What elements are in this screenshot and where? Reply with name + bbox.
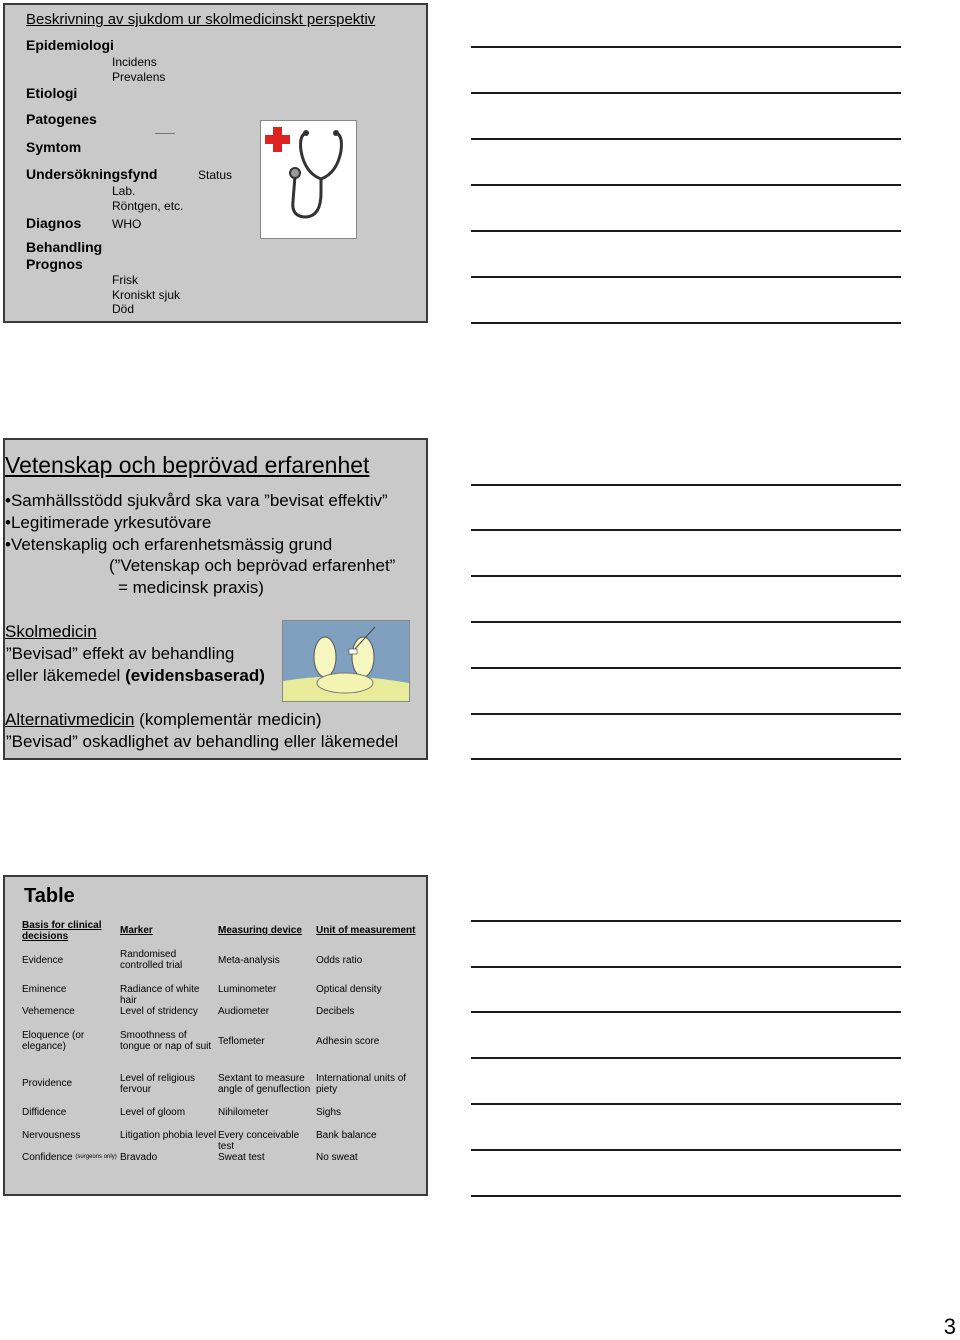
note-line [471,1011,901,1013]
note-line [471,966,901,968]
label-lab: Lab. [112,184,136,198]
table-header: Basis for clinical decisions [22,920,102,942]
table-cell: Luminometer [218,984,277,995]
slide-title: Vetenskap och beprövad erfarenhet [5,452,370,478]
table-cell: Evidence [22,955,64,966]
table-header: Measuring device [218,925,302,936]
table-cell: Level of stridency [120,1006,198,1017]
label-undersokningsfynd: Undersökningsfynd [26,166,158,182]
note-line [471,713,901,715]
table-cell: Vehemence [22,1006,75,1017]
label-patogenes: Patogenes [26,111,97,127]
note-line [471,322,901,324]
note-line [471,1195,901,1197]
confidence-note: (surgeons only) [75,1154,117,1160]
table-cell: Providence [22,1078,73,1089]
paren-line-1: (”Vetenskap och beprövad erfarenhet” [109,556,396,575]
table-cell: Eloquence (or elegance) [22,1030,85,1052]
skolmedicin-line-1: ”Bevisad” effekt av behandling [6,644,235,663]
table-cell: Bank balance [316,1130,377,1141]
note-line [471,92,901,94]
table-cell: Every conceivable test [218,1130,300,1152]
note-line [471,575,901,577]
stethoscope-icon [261,121,356,238]
table-cell: Audiometer [218,1006,270,1017]
table-cell: Sighs [316,1107,342,1118]
page-number: 3 [943,1314,956,1339]
note-line [471,1057,901,1059]
label-dod: Död [112,302,135,316]
label-rontgen: Röntgen, etc. [112,199,184,213]
table-header: Marker [120,925,153,936]
table-cell: Confidence $^{(surgeons only)}$ [22,1152,117,1163]
skolmedicin-line-2: eller läkemedel (evidensbaserad) [6,666,265,685]
bullet-item: •Vetenskaplig och erfarenhetsmässig grund [5,535,333,554]
table-cell: International units of piety [316,1073,407,1095]
table-cell: Litigation phobia level [120,1130,217,1141]
table-cell: Teflometer [218,1036,265,1047]
note-line [471,667,901,669]
label-prevalens: Prevalens [112,70,166,84]
label-behandling: Behandling [26,239,103,255]
note-line [471,920,901,922]
label-epidemiologi: Epidemiologi [26,37,114,53]
note-line [471,138,901,140]
note-line [471,529,901,531]
slide-disease-description [3,3,428,323]
table-cell: Sextant to measure angle of genuflection [218,1073,311,1095]
table-cell: Meta-analysis [218,955,280,966]
paren-line-2: = medicinsk praxis) [118,578,264,597]
table-cell: Sweat test [218,1152,265,1163]
label-incidens: Incidens [112,55,157,69]
table-cell: Smoothness of tongue or nap of suit [120,1030,212,1052]
note-line [471,46,901,48]
table-cell: Level of gloom [120,1107,186,1118]
note-line [471,484,901,486]
table-cell: Radiance of white hair [120,984,200,1006]
bullet-item: •Samhällsstödd sjukvård ska vara ”bevisat effektiv” [5,491,388,510]
label-status: Status [198,168,233,182]
label-etiologi: Etiologi [26,85,78,101]
table-cell: Decibels [316,1006,355,1017]
note-line [471,276,901,278]
table-cell: Bravado [120,1152,158,1163]
note-line [471,758,901,760]
bullet-item: •Legitimerade yrkesutövare [5,513,212,532]
note-line [471,621,901,623]
table-cell: Level of religious fervour [120,1073,196,1095]
label-kroniskt-sjuk: Kroniskt sjuk [112,288,181,302]
note-line [471,1103,901,1105]
table-cell: Diffidence [22,1107,67,1118]
table-cell: No sweat [316,1152,358,1163]
table-cell: Nihilometer [218,1107,269,1118]
skolmedicin-heading: Skolmedicin [5,622,97,641]
table-cell: Optical density [316,984,382,995]
alternativmedicin-desc: ”Bevisad” oskadlighet av behandling eller läkemedel [6,732,399,751]
slide-table [3,875,428,1196]
note-line [471,184,901,186]
label-who: WHO [112,217,142,231]
table-cell: Odds ratio [316,955,363,966]
stethoscope-image [260,120,357,239]
note-line [471,1149,901,1151]
table-cell: Nervousness [22,1130,81,1141]
feet-image [282,620,410,702]
note-line [471,230,901,232]
feet-icon [283,621,409,701]
label-symtom: Symtom [26,139,82,155]
label-prognos: Prognos [26,256,83,272]
alternativmedicin-line: Alternativmedicin (komplementär medicin) [5,710,322,729]
label-diagnos: Diagnos [26,215,82,231]
table-cell: Eminence [22,984,67,995]
slide-title: Table [24,885,75,907]
divider [155,133,175,134]
table-cell: Randomised controlled trial [120,949,183,971]
table-header: Unit of measurement [316,925,416,936]
slide-science-experience [3,438,428,760]
slide-title: Beskrivning av sjukdom ur skolmedicinskt perspektiv [26,11,376,28]
label-frisk: Frisk [112,273,138,287]
table-cell: Adhesin score [316,1036,380,1047]
